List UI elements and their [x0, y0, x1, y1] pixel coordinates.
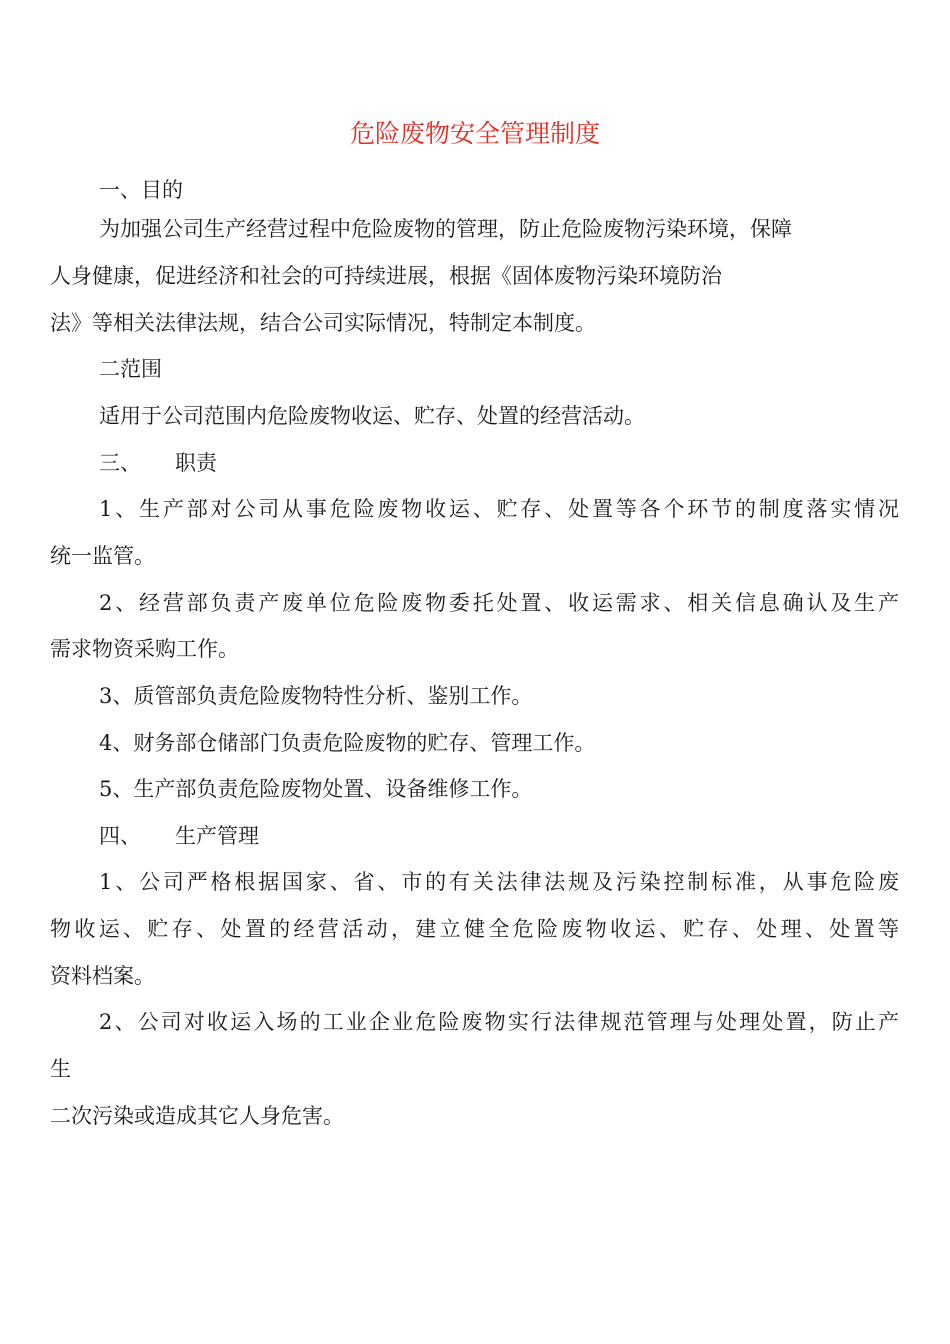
paragraph-line: 人身健康，促进经济和社会的可持续进展，根据《固体废物污染环境防治 — [50, 264, 722, 288]
list-item-line: 二次污染或造成其它人身危害。 — [50, 1104, 344, 1128]
list-item-line: 统一监管。 — [50, 544, 155, 568]
section-title: 生产管理 — [175, 824, 259, 848]
list-item-line: 需求物资采购工作。 — [50, 637, 239, 661]
list-item-line: 资料档案。 — [50, 964, 155, 988]
section-heading-scope: 二范围 — [99, 357, 162, 381]
list-item-line: 4、财务部仓储部门负责危险废物的贮存、管理工作。 — [99, 731, 596, 755]
document-title: 危险废物安全管理制度 — [349, 119, 600, 148]
list-item-line: 1、生产部对公司从事危险废物收运、贮存、处置等各个环节的制度落实情况 — [99, 497, 899, 521]
section-title: 职责 — [175, 451, 217, 475]
list-item-line: 5、生产部负责危险废物处置、设备维修工作。 — [99, 777, 533, 801]
paragraph-line: 法》等相关法律法规，结合公司实际情况，特制定本制度。 — [50, 311, 596, 335]
list-item-line: 2、公司对收运入场的工业企业危险废物实行法律规范管理与处理处置，防止产 — [99, 1010, 899, 1034]
section-heading-purpose: 一、目的 — [99, 178, 183, 202]
list-item-line: 物收运、贮存、处置的经营活动，建立健全危险废物收运、贮存、处理、处置等 — [50, 917, 899, 941]
list-item-line: 生 — [50, 1057, 71, 1081]
list-item-line: 2、经营部负责产废单位危险废物委托处置、收运需求、相关信息确认及生产 — [99, 591, 899, 615]
section-number: 三、 — [99, 451, 141, 475]
paragraph-line: 为加强公司生产经营过程中危险废物的管理，防止危险废物污染环境，保障 — [99, 217, 792, 241]
paragraph-line: 适用于公司范围内危险废物收运、贮存、处置的经营活动。 — [99, 404, 645, 428]
section-heading-responsibilities — [99, 448, 217, 478]
list-item-line: 3、质管部负责危险废物特性分析、鉴别工作。 — [99, 684, 533, 708]
section-heading-production-management — [99, 821, 259, 851]
list-item-line: 1、公司严格根据国家、省、市的有关法律法规及污染控制标准，从事危险废 — [99, 870, 899, 894]
section-number: 四、 — [99, 824, 141, 848]
